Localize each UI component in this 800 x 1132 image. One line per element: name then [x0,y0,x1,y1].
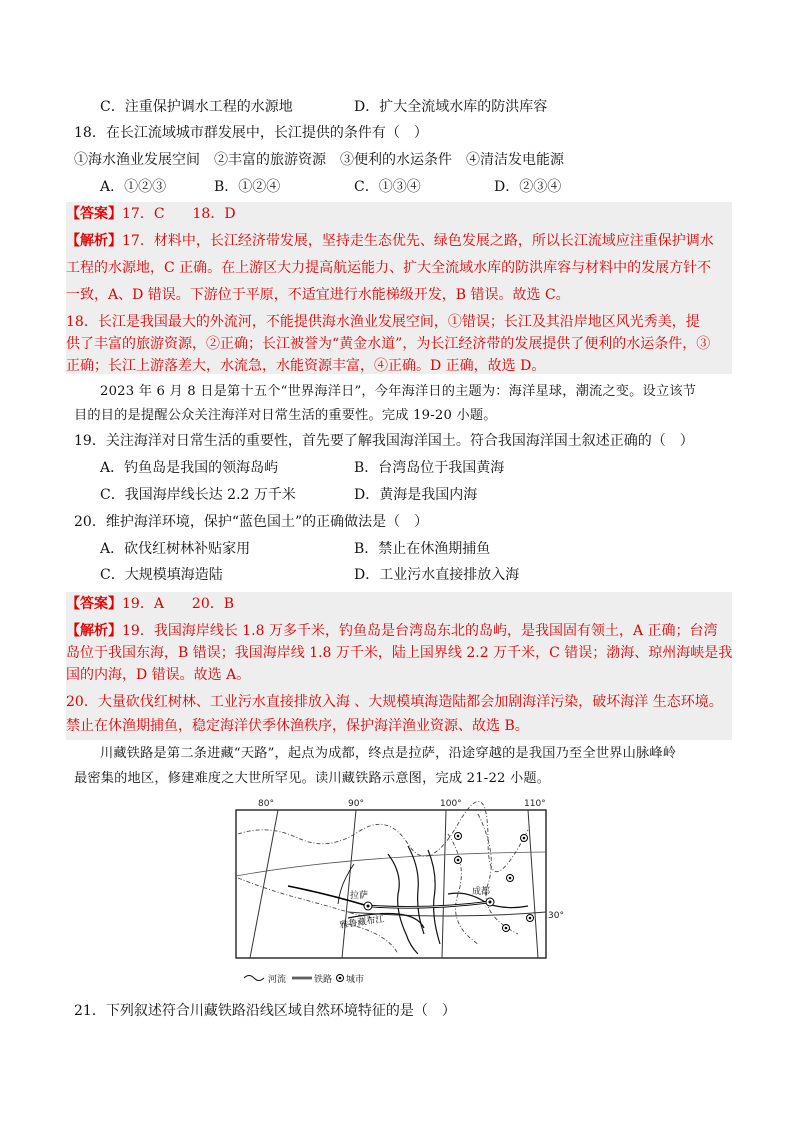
q21-stem: 21．下列叙述符合川藏铁路沿线区域自然环境特征的是（ ） [74,1003,456,1019]
q18-option-b: B．①②④ [214,179,281,195]
q20-option-c: C．大规模填海造陆 [100,567,223,583]
city-marker [507,875,514,882]
analysis-line: 国的内海，D 错误。故选 A。 [66,667,251,683]
answer-line-17-18 [66,203,236,225]
river-label-yarlung: 雅鲁藏布江 [339,914,385,931]
legend-rail-label: 铁路 [314,975,333,985]
lat-label-30: 30° [548,911,564,921]
city-marker [455,833,462,840]
q20-option-d: D．工业污水直接排放入海 [354,567,520,583]
q19-option-b: B．台湾岛位于我国黄海 [354,460,505,476]
analysis-line: 岛位于我国东海，B 错误；我国海岸线 1.8 万千米，陆上国界线 2.2 万千米，C 错误；渤海、琼州海峡是我 [66,645,733,661]
passage-ocean-day-line2: 目的目的是提醒公众关注海洋对日常生活的重要性。完成 19-20 小题。 [74,408,497,423]
analysis-line [66,230,714,252]
analysis-line: 20．大量砍伐红树林、工业污水直接排放入海 、大规模填海造陆都会加剧海洋污染，破坏海洋 生态环境。 [66,694,723,710]
q20-option-a: A．砍伐红树林补贴家用 [100,541,251,557]
q20-option-b: B．禁止在休渔期捕鱼 [354,541,491,557]
analysis-tag: 【解析】 [66,623,122,639]
legend-river-symbol [244,976,264,981]
q20-stem: 20．维护海洋环境，保护“蓝色国土”的正确做法是（ ） [74,514,429,530]
analysis-line: 一致，A、D 错误。下游位于平原，不适宜进行水能梯级开发，B 错误。故选 C。 [66,287,570,303]
analysis-line: 禁止在休渔期捕鱼，稳定海洋伏季休渔秩序，保护海洋渔业资源、故选 B。 [66,718,529,734]
sichuan-tibet-railway-map [228,794,564,990]
analysis-line: 18．长江是我国最大的外流河，不能提供海水渔业发展空间，①错误；长江及其沿岸地区风光秀美，提 [66,314,700,330]
analysis-text: 19．我国海岸线长 1.8 万多千米，钓鱼岛是台湾岛东北的岛屿，是我国固有领土，A 正确；台湾 [122,623,718,639]
analysis-tag: 【解析】 [66,233,122,249]
q18-option-d: D．②③④ [494,179,562,195]
answer-tag: 【答案】 [66,206,122,222]
legend-city-symbol [337,975,344,982]
analysis-line [66,620,718,642]
q19-option-a: A．钓鱼岛是我国的领海岛屿 [100,460,279,476]
answer-tag: 【答案】 [66,596,122,612]
q18-option-a: A．①②③ [100,179,167,195]
lon-label-100: 100° [440,799,462,809]
answer-text: 17．C 18．D [122,206,236,222]
city-label-lhasa: 拉萨 [350,891,369,901]
passage-railway-line1: 川藏铁路是第二条进藏“天路”，起点为成都，终点是拉萨，沿途穿越的是我国乃至全世界山脉峰岭 [100,746,677,761]
answer-line-19-20 [66,593,234,615]
answer-text: 19．A 20．B [122,596,235,612]
legend-city-label: 城市 [346,975,365,985]
q18-option-c: C．①③④ [354,179,421,195]
city-chengdu-marker [486,898,494,906]
q18-stem: 18．在长江流域城市群发展中，长江提供的条件有（ ） [74,125,428,141]
analysis-line: 工程的水源地，C 正确。在上游区大力提高航运能力、扩大全流域水库的防洪库容与材料中的发展方针不 [66,260,712,276]
q19-option-c: C．我国海岸线长达 2.2 万千米 [100,487,296,503]
lon-label-80: 80° [258,799,274,809]
q19-stem: 19．关注海洋对日常生活的重要性，首先要了解我国海洋国土。符合我国海洋国土叙述正确的（ ） [74,433,694,449]
lon-label-110: 110° [524,799,546,809]
q17-option-c: C．注重保护调水工程的水源地 [100,99,293,115]
city-lhasa-marker [364,902,372,910]
lon-label-90: 90° [348,799,364,809]
legend-river-label: 河流 [268,975,287,985]
analysis-line: 正确；长江上游落差大，水流急，水能资源丰富，④正确。D 正确，故选 D。 [66,358,546,374]
city-marker [527,915,534,922]
city-marker [521,835,528,842]
analysis-text: 17．材料中，长江经济带发展，坚持走生态优先、绿色发展之路，所以长江流域应注重保护调水 [122,233,714,249]
q18-items: ①海水渔业发展空间 ②丰富的旅游资源 ③便利的水运条件 ④清洁发电能源 [74,152,564,168]
q17-option-d: D．扩大全流域水库的防洪库容 [354,99,548,115]
city-marker [455,857,462,864]
analysis-line: 供了丰富的旅游资源，②正确；长江被誉为“黄金水道”，为长江经济带的发展提供了便利的水运条件，③ [66,336,711,352]
q19-option-d: D．黄海是我国内海 [354,487,478,503]
passage-ocean-day-line1: 2023 年 6 月 8 日是第十五个“世界海洋日”，今年海洋日的主题为：海洋星球，潮流之变。设立该节 [100,384,697,399]
city-label-chengdu: 成都 [472,887,491,897]
passage-railway-line2: 最密集的地区，修建难度之大世所罕见。读川藏铁路示意图，完成 21-22 小题。 [74,771,551,786]
city-marker [503,925,510,932]
